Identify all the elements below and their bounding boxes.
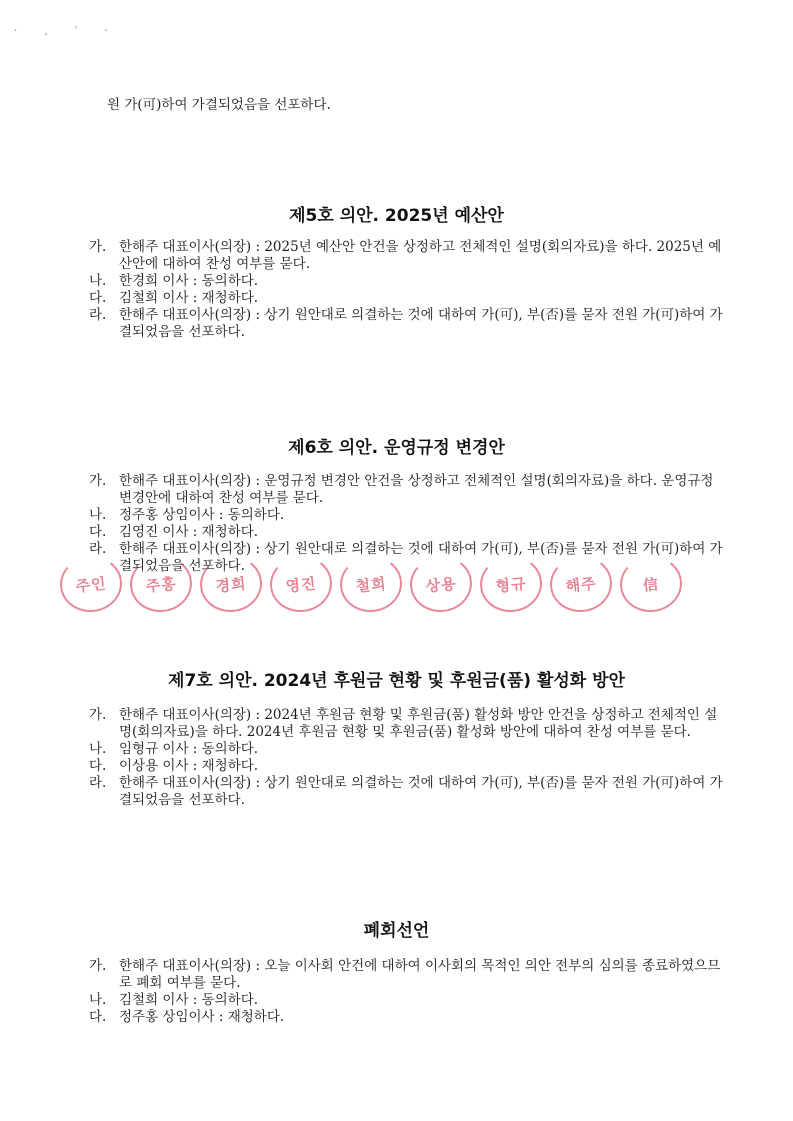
item-marker: 다. xyxy=(89,758,107,774)
item-text: 김철희 이사 : 동의하다. xyxy=(119,992,259,1008)
item-marker: 다. xyxy=(89,1009,107,1025)
item-marker: 가. xyxy=(89,239,107,255)
item-marker: 가. xyxy=(89,958,107,974)
item-text: 정주홍 상임이사 : 동의하다. xyxy=(119,507,285,523)
item-marker: 나. xyxy=(89,273,107,289)
item-text: 정주홍 상임이사 : 재청하다. xyxy=(119,1009,285,1025)
item-text: 한경희 이사 : 동의하다. xyxy=(119,273,259,289)
seal-stamp: 철희 xyxy=(337,553,405,615)
section-6 xyxy=(0,433,793,458)
list-item xyxy=(89,273,729,290)
item-marker: 나. xyxy=(89,507,107,523)
list-item xyxy=(89,290,729,307)
list-item xyxy=(89,1009,729,1026)
item-marker: 라. xyxy=(89,541,107,557)
item-text: 한해주 대표이사(의장) : 상기 원안대로 의결하는 것에 대하여 가(可), 부(否)를 묻자 전원 가(可)하여 가결되었음을 선포하다. xyxy=(119,775,723,808)
list-item xyxy=(89,958,729,992)
item-text: 한해주 대표이사(의장) : 2025년 예산안 안건을 상정하고 전체적인 설명(회의자료)을 하다. 2025년 예산안에 대하여 찬성 여부를 묻다. xyxy=(119,239,722,272)
closing-items xyxy=(89,958,729,1026)
list-item xyxy=(89,741,729,758)
seal-stamp: 信 xyxy=(617,553,685,615)
item-marker: 라. xyxy=(89,307,107,323)
section-5-items xyxy=(89,239,729,341)
list-item xyxy=(89,507,729,524)
item-marker: 가. xyxy=(89,707,107,723)
list-item xyxy=(89,239,729,273)
item-text: 임형규 이사 : 동의하다. xyxy=(119,741,259,757)
seal-stamp: 주인 xyxy=(57,553,125,615)
section-5-title: 제5호 의안. 2025년 예산안 xyxy=(289,206,504,226)
section-7-title: 제7호 의안. 2024년 후원금 현황 및 후원금(품) 활성화 방안 xyxy=(168,671,625,691)
continuation-line: 원 가(可)하여 가결되었음을 선포하다. xyxy=(107,97,331,113)
item-text: 한해주 대표이사(의장) : 오늘 이사회 안건에 대하여 이사회의 목적인 의안 전부의 심의를 종료하였으므로 폐회 여부를 묻다. xyxy=(119,958,721,991)
seal-stamp: 상용 xyxy=(407,553,475,615)
list-item xyxy=(89,992,729,1009)
closing-section xyxy=(0,916,793,941)
section-7-items xyxy=(89,707,729,809)
seal-stamp: 주홍 xyxy=(127,553,195,615)
scan-specks: · ‚ ˈ · xyxy=(14,26,120,37)
list-item xyxy=(89,758,729,775)
item-marker: 나. xyxy=(89,992,107,1008)
item-marker: 나. xyxy=(89,741,107,757)
section-6-title: 제6호 의안. 운영규정 변경안 xyxy=(288,438,505,458)
seal-stamp: 경희 xyxy=(197,553,265,615)
item-marker: 라. xyxy=(89,775,107,791)
item-text: 한해주 대표이사(의장) : 2024년 후원금 현황 및 후원금(품) 활성화 방안 안건을 상정하고 전체적인 설명(회의자료)을 하다. 2024년 후원금 현황 및 후원금(품) 활성화 방안에 대하여 찬성 여부를 묻다. xyxy=(119,707,718,740)
item-text: 이상용 이사 : 재청하다. xyxy=(119,758,259,774)
list-item xyxy=(89,775,729,809)
section-7 xyxy=(0,666,793,691)
item-text: 한해주 대표이사(의장) : 운영규정 변경안 안건을 상정하고 전체적인 설명(회의자료)을 하다. 운영규정 변경안에 대하여 찬성 여부를 묻다. xyxy=(119,473,714,506)
list-item xyxy=(89,473,729,507)
item-text: 김영진 이사 : 재청하다. xyxy=(119,524,259,540)
item-marker: 가. xyxy=(89,473,107,489)
seal-stamp: 형규 xyxy=(477,553,545,615)
seal-stamps xyxy=(60,556,680,610)
item-text: 김철희 이사 : 재청하다. xyxy=(119,290,259,306)
item-marker: 다. xyxy=(89,290,107,306)
item-text: 한해주 대표이사(의장) : 상기 원안대로 의결하는 것에 대하여 가(可), 부(否)를 묻자 전원 가(可)하여 가결되었음을 선포하다. xyxy=(119,307,723,340)
list-item xyxy=(89,307,729,341)
seal-stamp: 영진 xyxy=(267,553,335,615)
section-5 xyxy=(0,201,793,226)
seal-stamp: 해주 xyxy=(547,553,615,615)
closing-title: 폐회선언 xyxy=(363,921,430,941)
item-marker: 다. xyxy=(89,524,107,540)
list-item xyxy=(89,524,729,541)
list-item xyxy=(89,707,729,741)
item-text: 한해주 대표이사(의장) : 상기 원안대로 의결하는 것에 대하여 가(可), 부(否)를 묻자 전원 가(可)하여 가결되었음을 선포하다. xyxy=(119,541,723,574)
